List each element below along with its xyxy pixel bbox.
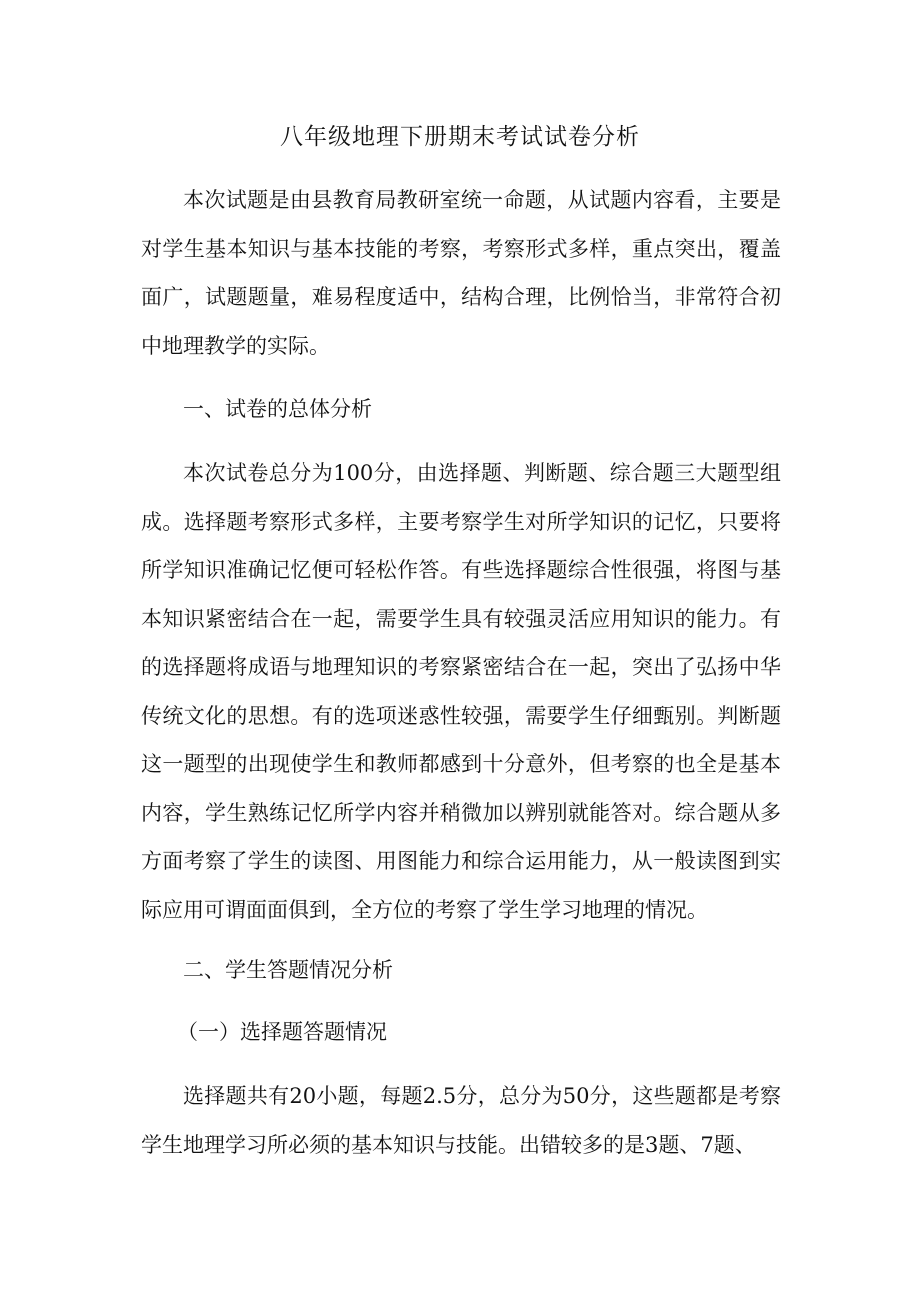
multiple-choice-paragraph: 选择题共有20小题，每题2.5分，总分为50分，这些题都是考察学生地理学习所必须的基本知识与技能。出错较多的是3题、7题、 (141, 1084, 781, 1157)
section-heading-student-answers: 二、学生答题情况分析 (183, 958, 393, 982)
intro-paragraph: 本次试题是由县教育局教研室统一命题，从试题内容看，主要是对学生基本知识与基本技能的考察，考察形式多样，重点突出，覆盖面广，试题题量，难易程度适中，结构合理，比例恰当，非常符合初中地理教学的实际。 (141, 188, 781, 358)
section-heading-overall-analysis: 一、试卷的总体分析 (183, 397, 372, 421)
overall-analysis-paragraph: 本次试卷总分为100分，由选择题、判断题、综合题三大题型组成。选择题考察形式多样，主要考察学生对所学知识的记忆，只要将所学知识准确记忆便可轻松作答。有些选择题综合性很强，将图与基本知识紧密结合在一起，需要学生具有较强灵活应用知识的能力。有的选择题将成语与地理知识的考察紧密结合在一起，突出了弘扬中华传统文化的思想。有的选项迷惑性较强，需要学生仔细甄别。判断题这一题型的出现使学生和教师都感到十分意外，但考察的也全是基本内容，学生熟练记忆所学内容并稍微加以辨别就能答对。综合题从多方面考察了学生的读图、用图能力和综合运用能力，从一般读图到实际应用可谓面面俱到，全方位的考察了学生学习地理的情况。 (141, 461, 781, 922)
subsection-heading-multiple-choice: （一）选择题答题情况 (177, 1020, 387, 1044)
document-title: 八年级地理下册期末考试试卷分析 (280, 124, 640, 150)
